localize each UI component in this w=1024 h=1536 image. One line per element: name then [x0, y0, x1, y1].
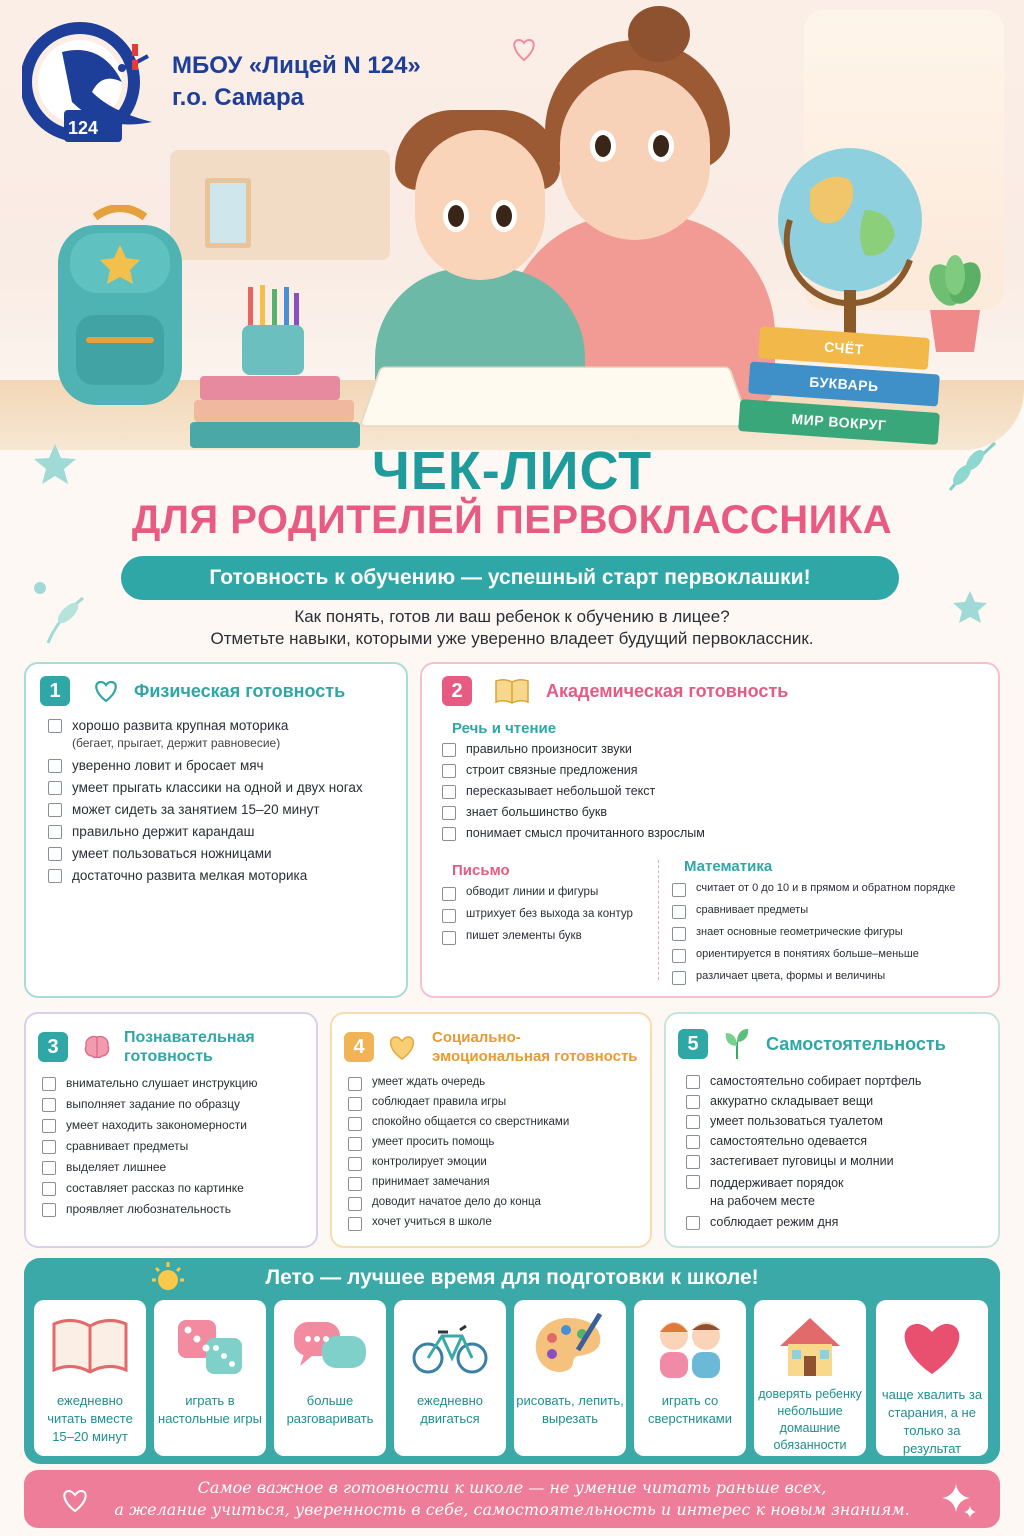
checklist-item[interactable]	[686, 1154, 992, 1169]
checkbox[interactable]	[442, 806, 456, 820]
section-title: Самостоятельность	[766, 1033, 946, 1054]
checkbox[interactable]	[48, 869, 62, 883]
kids-icon	[650, 1310, 730, 1382]
card-cognitive-readiness	[24, 1012, 318, 1248]
intro-text	[0, 606, 1024, 650]
checkbox[interactable]	[348, 1097, 362, 1111]
dice-icon	[170, 1310, 250, 1382]
checklist	[348, 1076, 644, 1236]
footer-banner	[24, 1470, 1000, 1528]
school-name	[172, 50, 421, 114]
checkbox[interactable]	[442, 909, 456, 923]
checklist-item[interactable]	[348, 1076, 644, 1091]
checkbox[interactable]	[672, 883, 686, 897]
pencil-cup-icon	[242, 285, 304, 375]
tip-card	[876, 1300, 988, 1456]
checklist-item[interactable]	[48, 802, 398, 817]
item-label: внимательно слушает инструкцию	[66, 1076, 258, 1090]
item-label: застегивает пуговицы и молнии	[710, 1154, 894, 1168]
intro-line: Отметьте навыки, которыми уже уверенно владеет будущий первоклассник.	[210, 629, 814, 648]
column-divider	[658, 860, 659, 980]
checkbox[interactable]	[686, 1155, 700, 1169]
open-workbook	[359, 366, 752, 427]
item-label: пересказывает небольшой текст	[466, 784, 656, 798]
item-label: доводит начатое дело до конца	[372, 1196, 541, 1208]
tip-label: рисовать, лепить, вырезать	[516, 1393, 624, 1426]
item-label: пишет элементы букв	[466, 930, 582, 942]
checklist-item[interactable]	[442, 826, 982, 841]
checklist-item[interactable]	[686, 1215, 992, 1230]
checklist-item[interactable]	[672, 882, 992, 897]
eye	[443, 200, 469, 232]
checklist-item[interactable]	[48, 780, 398, 795]
item-label: обводит линии и фигуры	[466, 886, 599, 898]
checkbox[interactable]	[48, 759, 62, 773]
checklist-item[interactable]	[348, 1196, 644, 1211]
checkbox[interactable]	[442, 931, 456, 945]
checkbox[interactable]	[48, 825, 62, 839]
palette-icon	[530, 1310, 610, 1382]
item-label: аккуратно складывает вещи	[710, 1094, 874, 1108]
tip-card	[154, 1300, 266, 1456]
school-city: г.о. Самара	[172, 84, 305, 111]
checkbox[interactable]	[348, 1137, 362, 1151]
sparkle-icon	[938, 1480, 978, 1520]
heart-icon	[892, 1310, 972, 1382]
checkbox[interactable]	[672, 905, 686, 919]
textbook-stack	[735, 330, 945, 445]
subtitle-banner: Готовность к обучению — успешный старт первоклашки!	[121, 556, 899, 600]
hero-illustration	[0, 0, 1024, 450]
mother-face	[560, 70, 710, 240]
item-label: умеет пользоваться ножницами	[72, 846, 272, 861]
checklist-item[interactable]	[672, 970, 992, 985]
checklist	[672, 882, 992, 992]
item-label: соблюдает правила игры	[372, 1096, 507, 1108]
wall-shelf	[170, 150, 390, 260]
book-spine: БУКВАРЬ	[748, 361, 940, 406]
section-title-line: готовность	[124, 1048, 213, 1065]
subsection-label: Речь и чтение	[452, 720, 557, 737]
tip-card	[634, 1300, 746, 1456]
tip-card	[514, 1300, 626, 1456]
checklist	[686, 1074, 992, 1235]
checkbox[interactable]	[672, 971, 686, 985]
checklist-item[interactable]	[348, 1216, 644, 1231]
tip-label: играть в настольные игры	[158, 1393, 262, 1426]
summer-tips-panel	[24, 1258, 1000, 1464]
section-number: 3	[38, 1032, 68, 1062]
item-label: штрихует без выхода за контур	[466, 908, 633, 920]
card-physical-readiness	[24, 662, 408, 998]
item-label: поддерживает порядок на рабочем месте	[710, 1176, 844, 1208]
item-label: самостоятельно собирает портфель	[710, 1074, 922, 1088]
section-title-line: Познавательная	[124, 1029, 255, 1046]
book-stack-icon	[190, 370, 360, 450]
item-label: контролирует эмоции	[372, 1156, 487, 1168]
card-social-emotional-readiness	[330, 1012, 652, 1248]
item-label: проявляет любознательность	[66, 1202, 231, 1216]
checkbox[interactable]	[48, 803, 62, 817]
tip-label: ежедневно читать вместе 15–20 минут	[47, 1393, 133, 1444]
book-spine: СЧЁТ	[758, 326, 930, 370]
tip-card	[394, 1300, 506, 1456]
book-spine: МИР ВОКРУГ	[738, 399, 940, 445]
item-label: достаточно развита мелкая моторика	[72, 868, 308, 883]
checklist-item[interactable]	[42, 1118, 312, 1133]
checklist-item[interactable]	[442, 742, 982, 757]
checkbox[interactable]	[42, 1182, 56, 1196]
item-label: принимает замечания	[372, 1176, 490, 1188]
checklist	[442, 742, 982, 847]
section-title	[432, 1028, 638, 1066]
school-name-line1: МБОУ «Лицей N 124»	[172, 52, 421, 79]
tip-card	[754, 1300, 866, 1456]
checkbox[interactable]	[442, 887, 456, 901]
checklist-item[interactable]	[686, 1174, 992, 1210]
item-label: сравнивает предметы	[696, 904, 809, 916]
checklist-item[interactable]	[348, 1176, 644, 1191]
item-label: различает цвета, формы и величины	[696, 970, 886, 982]
backpack-icon	[40, 205, 200, 410]
checklist-item[interactable]	[442, 930, 662, 945]
section-title-line: Социально-	[432, 1029, 521, 1046]
item-label: правильно держит карандаш	[72, 824, 255, 839]
footer-message	[94, 1477, 930, 1521]
tip-card	[34, 1300, 146, 1456]
checklist-item[interactable]	[686, 1114, 992, 1129]
checklist-item[interactable]	[348, 1136, 644, 1151]
tip-label: играть со сверстниками	[647, 1393, 733, 1426]
mother-hair-bun	[628, 6, 690, 62]
checkbox[interactable]	[48, 719, 62, 733]
bicycle-icon	[410, 1310, 490, 1382]
section-number: 1	[40, 676, 70, 706]
checklist-item[interactable]	[48, 718, 398, 750]
checklist-item[interactable]	[42, 1202, 312, 1217]
card-academic-readiness	[420, 662, 1000, 998]
item-label: правильно произносит звуки	[466, 742, 632, 756]
eye	[590, 130, 616, 162]
item-label: хорошо развита крупная моторика	[72, 718, 289, 733]
heart-decoration-icon	[510, 36, 538, 62]
item-label: умеет находить закономерности	[66, 1118, 247, 1132]
checklist-item[interactable]	[686, 1134, 992, 1149]
checklist-item[interactable]	[42, 1160, 312, 1175]
checklist-item[interactable]	[348, 1116, 644, 1131]
section-title: Академическая готовность	[546, 680, 789, 701]
checklist-item[interactable]	[442, 908, 662, 923]
footer-line: Самое важное в готовности к школе — не умение читать раньше всех,	[197, 1478, 827, 1497]
subsection-label: Письмо	[452, 862, 510, 879]
chat-bubbles-icon	[290, 1310, 370, 1382]
item-label: может сидеть за занятием 15–20 минут	[72, 802, 320, 817]
checklist-item[interactable]	[348, 1096, 644, 1111]
checkbox[interactable]	[442, 827, 456, 841]
section-number: 4	[344, 1032, 374, 1062]
checklist-item[interactable]	[442, 805, 982, 820]
tip-card	[274, 1300, 386, 1456]
potted-plant-icon	[920, 255, 990, 355]
checkbox[interactable]	[686, 1075, 700, 1089]
checklist	[42, 1076, 312, 1223]
item-label: хочет учиться в школе	[372, 1216, 492, 1228]
checkbox[interactable]	[442, 785, 456, 799]
checkbox[interactable]	[348, 1197, 362, 1211]
sprout-icon	[722, 1028, 752, 1060]
checklist	[442, 886, 662, 952]
checkbox[interactable]	[686, 1095, 700, 1109]
item-label: спокойно общается со сверстниками	[372, 1116, 570, 1128]
footer-line: а желание учиться, уверенность в себе, самостоятельность и интерес к новым знаниям.	[114, 1500, 910, 1519]
eye	[491, 200, 517, 232]
house-icon	[770, 1310, 850, 1382]
item-label: ориентируется в понятиях больше–меньше	[696, 948, 919, 960]
item-label: считает от 0 до 10 и в прямом и обратном порядке	[696, 882, 956, 894]
item-label: соблюдает режим дня	[710, 1215, 839, 1229]
checkbox[interactable]	[348, 1217, 362, 1231]
checkbox[interactable]	[672, 949, 686, 963]
logo-number: 124	[68, 118, 99, 138]
section-title-line: эмоциональная готовность	[432, 1048, 638, 1065]
item-label: сравнивает предметы	[66, 1139, 189, 1153]
checkbox[interactable]	[348, 1157, 362, 1171]
checkbox[interactable]	[686, 1216, 700, 1230]
picture-frame	[205, 178, 251, 248]
book-icon	[50, 1310, 130, 1382]
checkbox[interactable]	[672, 927, 686, 941]
checkbox[interactable]	[42, 1098, 56, 1112]
heart-icon	[386, 1033, 418, 1061]
tip-label: доверять ребенку небольшие домашние обязанности	[758, 1387, 862, 1452]
tip-label: чаще хвалить за старания, а не только за результат	[881, 1387, 983, 1456]
checklist-item[interactable]	[672, 926, 992, 941]
checklist-item[interactable]	[42, 1181, 312, 1196]
checklist-item[interactable]	[42, 1139, 312, 1154]
item-label: умеет пользоваться туалетом	[710, 1114, 883, 1128]
checklist-item[interactable]	[686, 1074, 992, 1089]
item-label: умеет ждать очередь	[372, 1076, 486, 1088]
item-label: знает большинство букв	[466, 805, 608, 819]
tip-label: ежедневно двигаться	[416, 1393, 484, 1426]
item-label: уверенно ловит и бросает мяч	[72, 758, 264, 773]
checkbox[interactable]	[348, 1117, 362, 1131]
checklist	[48, 718, 398, 890]
checkbox[interactable]	[686, 1115, 700, 1129]
checklist-item[interactable]	[442, 886, 662, 901]
checkbox[interactable]	[48, 847, 62, 861]
brain-icon	[82, 1034, 112, 1060]
boy-face	[415, 130, 545, 280]
checklist-item[interactable]	[348, 1156, 644, 1171]
eye	[648, 130, 674, 162]
checklist-item[interactable]	[48, 824, 398, 839]
section-title: Физическая готовность	[134, 680, 346, 701]
checklist-item[interactable]	[442, 763, 982, 778]
checkbox[interactable]	[348, 1177, 362, 1191]
globe-icon	[770, 130, 930, 360]
checkbox[interactable]	[42, 1161, 56, 1175]
checklist-item[interactable]	[42, 1076, 312, 1091]
item-label: выполняет задание по образцу	[66, 1097, 240, 1111]
checkbox[interactable]	[42, 1140, 56, 1154]
item-label: составляет рассказ по картинке	[66, 1181, 244, 1195]
item-label: выделяет лишнее	[66, 1160, 167, 1174]
open-book-icon	[494, 677, 530, 705]
checkbox[interactable]	[442, 764, 456, 778]
section-title	[124, 1028, 255, 1066]
checklist-item[interactable]	[672, 904, 992, 919]
checkbox[interactable]	[686, 1135, 700, 1149]
item-label: строит связные предложения	[466, 763, 638, 777]
checkbox[interactable]	[686, 1175, 700, 1189]
checkbox[interactable]	[42, 1203, 56, 1217]
item-label: самостоятельно одевается	[710, 1134, 868, 1148]
checkbox[interactable]	[442, 743, 456, 757]
intro-line: Как понять, готов ли ваш ребенок к обучению в лицее?	[294, 607, 730, 626]
checkbox[interactable]	[42, 1077, 56, 1091]
checklist-item[interactable]	[672, 948, 992, 963]
section-number: 2	[442, 676, 472, 706]
section-number: 5	[678, 1029, 708, 1059]
summer-title: Лето — лучшее время для подготовки к школе!	[265, 1266, 759, 1289]
checkbox[interactable]	[42, 1119, 56, 1133]
subsection-label: Математика	[684, 858, 773, 875]
checkbox[interactable]	[348, 1077, 362, 1091]
checklist-item[interactable]	[48, 846, 398, 861]
checklist-item[interactable]	[48, 758, 398, 773]
heart-outline-icon	[60, 1487, 90, 1513]
checklist-item[interactable]	[686, 1094, 992, 1109]
item-label: понимает смысл прочитанного взрослым	[466, 826, 705, 840]
page-title: ЧЕК-ЛИСТ	[371, 441, 653, 501]
tip-label: больше разговаривать	[286, 1393, 374, 1426]
item-label: знает основные геометрические фигуры	[696, 926, 903, 938]
page-title-subline: ДЛЯ РОДИТЕЛЕЙ ПЕРВОКЛАССНИКА	[131, 498, 893, 542]
item-note: (бегает, прыгает, держит равновесие)	[72, 736, 281, 750]
item-label: умеет прыгать классики на одной и двух ногах	[72, 780, 363, 795]
checkbox[interactable]	[48, 781, 62, 795]
checklist-item[interactable]	[42, 1097, 312, 1112]
card-independence	[664, 1012, 1000, 1248]
checklist-item[interactable]	[48, 868, 398, 883]
item-label: умеет просить помощь	[372, 1136, 495, 1148]
checklist-item[interactable]	[442, 784, 982, 799]
heart-outline-icon	[92, 678, 120, 704]
